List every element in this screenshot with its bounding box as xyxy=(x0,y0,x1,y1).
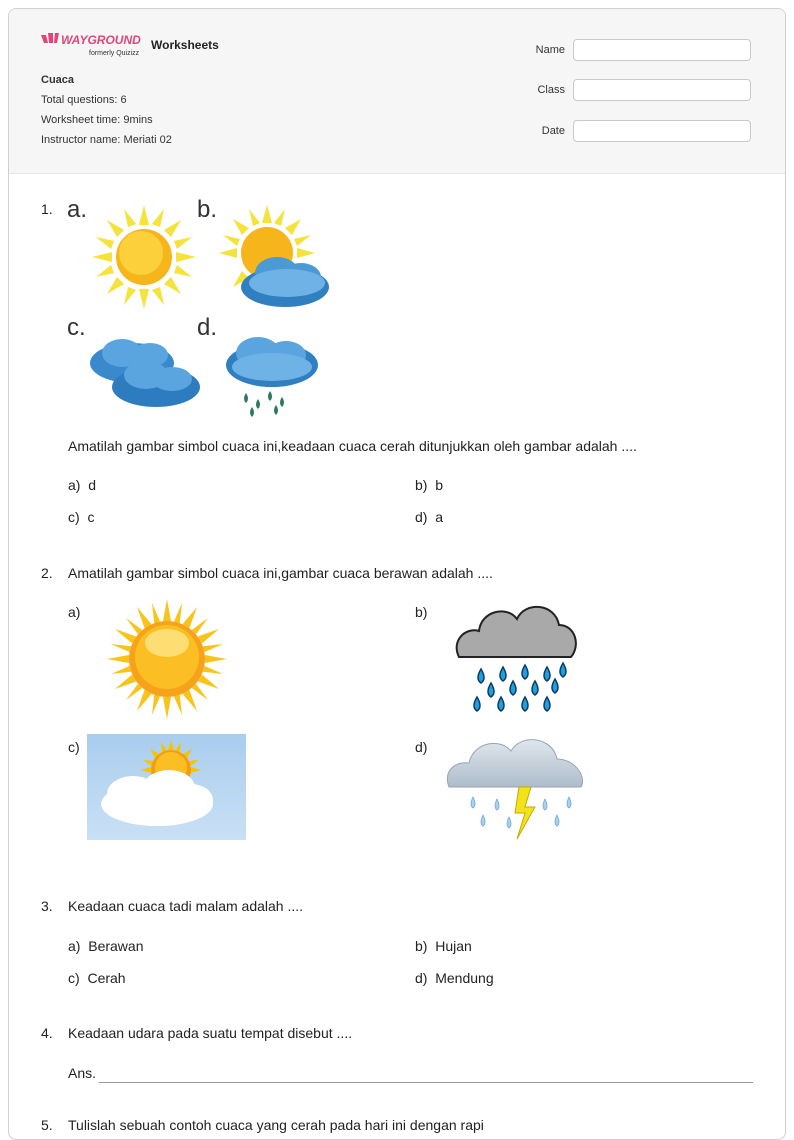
worksheets-title: Worksheets xyxy=(151,38,219,52)
instructor-name: Instructor name: Meriati 02 xyxy=(41,134,172,146)
option-c[interactable]: c) Cerah xyxy=(68,970,126,986)
svg-text:formerly Quizizz: formerly Quizizz xyxy=(89,50,140,57)
option-a[interactable]: a) d xyxy=(68,477,97,493)
name-label: Name xyxy=(535,44,565,56)
sun-icon xyxy=(92,205,196,309)
name-field[interactable] xyxy=(573,39,751,61)
question-number: 1. xyxy=(41,201,53,217)
svg-text:WAYGROUND: WAYGROUND xyxy=(61,33,141,47)
question-text: Amatilah gambar simbol cuaca ini,keadaan cuaca cerah ditunjukkan oleh gambar adalah .... xyxy=(68,438,637,454)
weather-symbols-image xyxy=(67,193,337,419)
cloudy-icon xyxy=(90,339,200,407)
rain-icon xyxy=(226,337,318,417)
option-b[interactable]: b) Hujan xyxy=(415,938,472,954)
question-text: Tulislah sebuah contoh cuaca yang cerah pada hari ini dengan rapi xyxy=(68,1117,484,1133)
rain-cloud-icon[interactable] xyxy=(451,597,581,721)
answer-line[interactable] xyxy=(99,1082,753,1083)
sun-behind-cloud-icon[interactable] xyxy=(87,734,246,840)
worksheet-title: Cuaca xyxy=(41,74,75,86)
option-b[interactable]: b) b xyxy=(415,477,444,493)
question-text: Keadaan udara pada suatu tempat disebut .... xyxy=(68,1025,353,1041)
worksheet-time: Worksheet time: 9mins xyxy=(41,114,153,126)
wayground-logo xyxy=(41,31,145,59)
question-number: 5. xyxy=(41,1117,53,1133)
class-field[interactable] xyxy=(573,79,751,101)
question-text: Keadaan cuaca tadi malam adalah .... xyxy=(68,898,304,914)
total-questions: Total questions: 6 xyxy=(41,94,127,106)
option-d-key[interactable]: d) xyxy=(415,739,428,755)
image-label-c: c. xyxy=(67,314,86,341)
image-label-a: a. xyxy=(67,196,88,223)
question-text: Amatilah gambar simbol cuaca ini,gambar cuaca berawan adalah .... xyxy=(68,565,493,581)
date-field[interactable] xyxy=(573,120,751,142)
sun-icon[interactable] xyxy=(105,597,229,721)
option-d[interactable]: d) a xyxy=(415,509,444,525)
date-label: Date xyxy=(541,125,565,137)
class-label: Class xyxy=(537,84,565,96)
option-a-key[interactable]: a) xyxy=(68,604,81,620)
question-number: 4. xyxy=(41,1025,53,1041)
option-c[interactable]: c) c xyxy=(68,509,95,525)
option-d[interactable]: d) Mendung xyxy=(415,970,494,986)
worksheet-header xyxy=(9,9,785,174)
thunderstorm-icon[interactable] xyxy=(443,731,587,855)
image-label-d: d. xyxy=(197,314,218,341)
option-b-key[interactable]: b) xyxy=(415,604,428,620)
sun-cloud-icon xyxy=(219,205,329,307)
question-number: 3. xyxy=(41,898,53,914)
question-number: 2. xyxy=(41,565,53,581)
answer-label: Ans. xyxy=(68,1065,97,1081)
option-a[interactable]: a) Berawan xyxy=(68,938,144,954)
image-label-b: b. xyxy=(197,196,218,223)
worksheet-page xyxy=(8,8,786,1140)
option-c-key[interactable]: c) xyxy=(68,739,80,755)
